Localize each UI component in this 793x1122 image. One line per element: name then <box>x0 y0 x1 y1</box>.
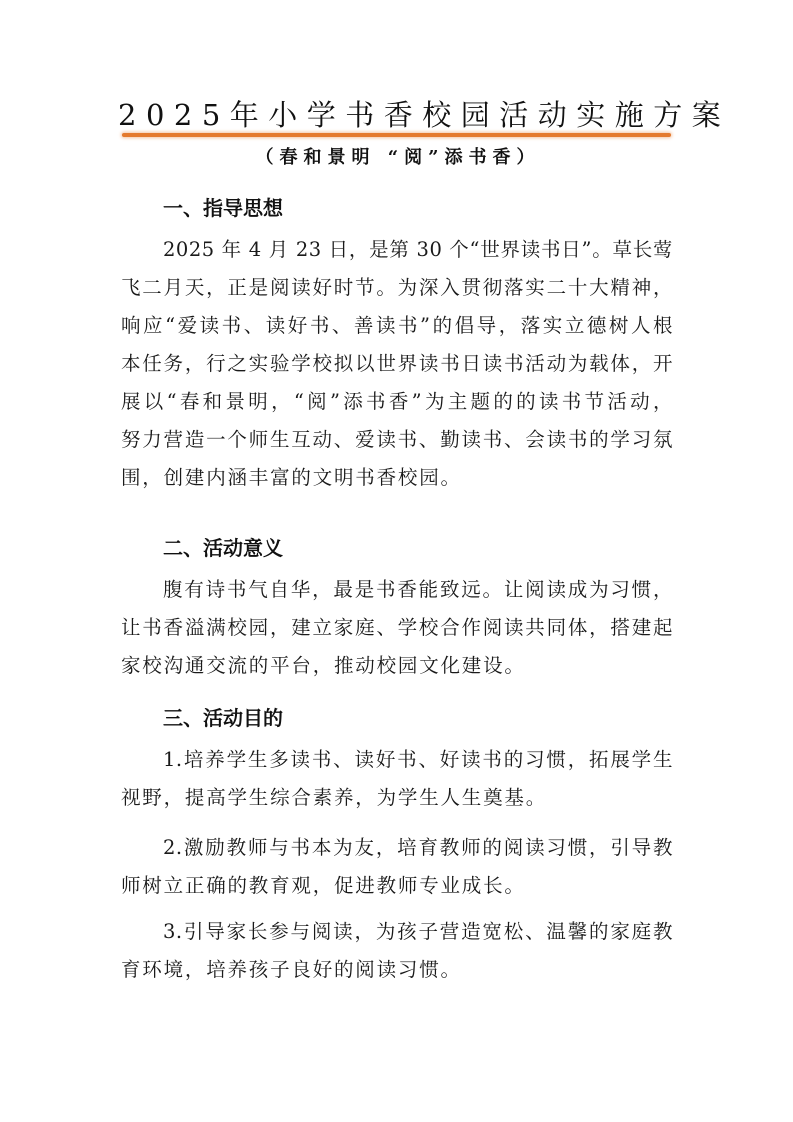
paragraph-line: 努力营造一个师生互动、爱读书、勤读书、会读书的学习氛 <box>121 428 673 451</box>
paragraph-line: 2025 年 4 月 23 日，是第 30 个“世界读书日”。草长莺 <box>163 238 673 261</box>
paragraph-line: 让书香溢满校园，建立家庭、学校合作阅读共同体，搭建起 <box>121 616 673 639</box>
paragraph-line: 师树立正确的教育观，促进教师专业成长。 <box>121 874 526 897</box>
paragraph-line: 响应“爱读书、读好书、善读书”的倡导，落实立德树人根 <box>121 314 673 337</box>
section-paragraph-guiding-ideology <box>121 231 673 497</box>
paragraph-line: 家校沟通交流的平台，推动校园文化建设。 <box>121 654 526 677</box>
objective-item-2 <box>121 829 673 905</box>
objective-item-1 <box>121 741 673 817</box>
paragraph-line: 本任务，行之实验学校拟以世界读书日读书活动为载体，开 <box>121 352 673 375</box>
paragraph-line: 1.培养学生多读书、读好书、好读书的习惯，拓展学生 <box>163 748 673 771</box>
paragraph-line: 视野，提高学生综合素养，为学生人生奠基。 <box>121 786 548 809</box>
title-underline-rule <box>122 133 671 137</box>
paragraph-line: 飞二月天，正是阅读好时节。为深入贯彻落实二十大精神， <box>121 276 673 299</box>
paragraph-line: 展以“春和景明，“阅”添书香”为主题的的读书节活动， <box>121 390 673 413</box>
document-title: 2025年小学书香校园活动实施方案 <box>118 98 731 132</box>
document-subtitle: （春和景明 “阅”添书香） <box>255 147 541 168</box>
section-heading-significance: 二、活动意义 <box>163 536 283 560</box>
paragraph-line: 围，创建内涵丰富的文明书香校园。 <box>121 466 462 489</box>
paragraph-line: 2.激励教师与书本为友，培育教师的阅读习惯，引导教 <box>163 836 673 859</box>
paragraph-line: 3.引导家长参与阅读，为孩子营造宽松、温馨的家庭教 <box>163 920 673 943</box>
paragraph-line: 腹有诗书气自华，最是书香能致远。让阅读成为习惯， <box>163 578 673 601</box>
paragraph-line: 育环境，培养孩子良好的阅读习惯。 <box>121 958 462 981</box>
section-heading-objectives: 三、活动目的 <box>163 706 283 730</box>
section-heading-guiding-ideology: 一、指导思想 <box>163 196 283 220</box>
objective-item-3 <box>121 913 673 989</box>
section-paragraph-significance <box>121 571 673 685</box>
